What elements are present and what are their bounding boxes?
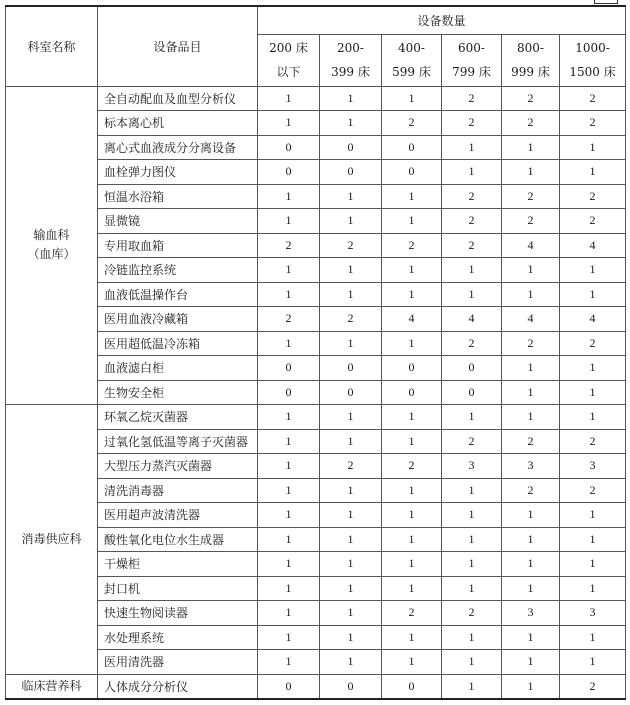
- quantity-cell: 3: [502, 454, 560, 479]
- table-row: [6, 209, 626, 234]
- quantity-cell: 1: [442, 674, 502, 699]
- quantity-cell: 1: [560, 625, 626, 650]
- quantity-cell: 1: [382, 282, 442, 307]
- quantity-cell: 3: [502, 601, 560, 626]
- quantity-cell: 4: [560, 233, 626, 258]
- quantity-cell: 2: [442, 429, 502, 454]
- quantity-cell: 1: [442, 527, 502, 552]
- quantity-cell: 1: [382, 503, 442, 528]
- quantity-cell: 1: [502, 282, 560, 307]
- quantity-cell: 2: [560, 184, 626, 209]
- quantity-cell: 1: [502, 258, 560, 283]
- table-row: [6, 527, 626, 552]
- equipment-item: 环氧乙烷灭菌器: [98, 405, 258, 430]
- quantity-cell: 2: [382, 601, 442, 626]
- quantity-cell: 1: [320, 625, 382, 650]
- quantity-cell: 1: [560, 282, 626, 307]
- quantity-cell: 1: [442, 503, 502, 528]
- table-row: [6, 576, 626, 601]
- bed-range-line2: 以下: [276, 65, 301, 79]
- equipment-item: 医用血液冷藏箱: [98, 307, 258, 332]
- quantity-cell: 1: [502, 674, 560, 699]
- table-row: [6, 454, 626, 479]
- quantity-cell: 1: [442, 282, 502, 307]
- quantity-cell: 2: [560, 209, 626, 234]
- table-header: [6, 6, 626, 86]
- quantity-cell: 1: [560, 503, 626, 528]
- table-row: [6, 184, 626, 209]
- quantity-cell: 0: [258, 135, 320, 160]
- quantity-cell: 1: [258, 576, 320, 601]
- quantity-cell: 1: [320, 184, 382, 209]
- department-name: [6, 86, 98, 405]
- quantity-cell: 2: [560, 478, 626, 503]
- bed-range-header: [382, 34, 442, 86]
- quantity-cell: 2: [560, 86, 626, 111]
- quantity-cell: 1: [258, 503, 320, 528]
- bed-range-line2: 999 床: [511, 65, 550, 79]
- quantity-cell: 0: [382, 380, 442, 405]
- bed-range-header: [442, 34, 502, 86]
- quantity-cell: 1: [320, 478, 382, 503]
- quantity-cell: 1: [320, 552, 382, 577]
- quantity-cell: 0: [320, 135, 382, 160]
- bed-range-line1: 200 床: [269, 41, 308, 55]
- quantity-cell: 0: [320, 356, 382, 381]
- quantity-cell: 1: [560, 552, 626, 577]
- quantity-cell: 2: [442, 86, 502, 111]
- quantity-cell: 2: [442, 184, 502, 209]
- quantity-cell: 1: [382, 478, 442, 503]
- table-row: [6, 160, 626, 185]
- quantity-cell: 1: [382, 209, 442, 234]
- quantity-cell: 1: [320, 405, 382, 430]
- quantity-cell: 1: [258, 282, 320, 307]
- equipment-item: 离心式血液成分分离设备: [98, 135, 258, 160]
- quantity-cell: 2: [382, 233, 442, 258]
- bed-range-header: [320, 34, 382, 86]
- quantity-cell: 1: [320, 503, 382, 528]
- equipment-item: 大型压力蒸汽灭菌器: [98, 454, 258, 479]
- quantity-cell: 1: [502, 160, 560, 185]
- quantity-cell: 2: [442, 233, 502, 258]
- quantity-cell: 0: [320, 380, 382, 405]
- quantity-cell: 1: [560, 258, 626, 283]
- table-row: [6, 233, 626, 258]
- quantity-cell: 1: [502, 380, 560, 405]
- quantity-cell: 0: [382, 356, 442, 381]
- quantity-cell: 1: [320, 429, 382, 454]
- quantity-cell: 2: [258, 307, 320, 332]
- table-row: [6, 86, 626, 111]
- table-row: [6, 331, 626, 356]
- equipment-item: 血液滤白柜: [98, 356, 258, 381]
- quantity-cell: 2: [382, 111, 442, 136]
- quantity-cell: 1: [560, 576, 626, 601]
- quantity-cell: 2: [320, 307, 382, 332]
- table-row: [6, 380, 626, 405]
- dept-column-header: 科室名称: [6, 6, 98, 86]
- quantity-cell: 1: [382, 650, 442, 675]
- quantity-cell: 1: [442, 650, 502, 675]
- department-name: [6, 405, 98, 675]
- quantity-cell: 1: [320, 258, 382, 283]
- department-name-line1: 输血科: [33, 228, 70, 243]
- bed-range-line1: 600-: [458, 41, 485, 55]
- quantity-cell: 1: [502, 405, 560, 430]
- bed-range-line2: 799 床: [452, 65, 491, 79]
- bed-range-line1: 200-: [337, 41, 364, 55]
- quantity-cell: 3: [442, 454, 502, 479]
- quantity-cell: 3: [560, 454, 626, 479]
- quantity-cell: 1: [442, 160, 502, 185]
- quantity-cell: 2: [502, 86, 560, 111]
- quantity-cell: 1: [382, 86, 442, 111]
- table-body: [6, 86, 626, 699]
- quantity-cell: 1: [502, 356, 560, 381]
- quantity-cell: 1: [560, 356, 626, 381]
- quantity-cell: 1: [560, 405, 626, 430]
- bed-range-line2: 399 床: [331, 65, 370, 79]
- quantity-cell: 0: [442, 380, 502, 405]
- quantity-cell: 1: [502, 552, 560, 577]
- equipment-item: 血栓弹力图仪: [98, 160, 258, 185]
- quantity-cell: 1: [320, 111, 382, 136]
- table-row: [6, 552, 626, 577]
- quantity-cell: 1: [258, 111, 320, 136]
- quantity-cell: 1: [258, 527, 320, 552]
- quantity-cell: 1: [258, 331, 320, 356]
- quantity-cell: 1: [382, 429, 442, 454]
- quantity-cell: 0: [258, 356, 320, 381]
- quantity-cell: 1: [442, 135, 502, 160]
- quantity-cell: 1: [320, 601, 382, 626]
- quantity-cell: 1: [320, 86, 382, 111]
- continued-mark: [594, 0, 618, 4]
- equipment-item: 标本离心机: [98, 111, 258, 136]
- quantity-cell: 1: [382, 405, 442, 430]
- table-row: [6, 601, 626, 626]
- quantity-cell: 1: [320, 527, 382, 552]
- quantity-cell: 2: [442, 331, 502, 356]
- quantity-cell: 1: [382, 576, 442, 601]
- quantity-cell: 1: [560, 160, 626, 185]
- quantity-cell: 0: [382, 160, 442, 185]
- equipment-item: 封口机: [98, 576, 258, 601]
- quantity-cell: 1: [258, 478, 320, 503]
- equipment-item: 生物安全柜: [98, 380, 258, 405]
- quantity-cell: 1: [502, 135, 560, 160]
- quantity-cell: 1: [320, 576, 382, 601]
- quantity-cell: 1: [442, 258, 502, 283]
- bed-range-line1: 400-: [398, 41, 425, 55]
- department-name-line1: 消毒供应科: [21, 531, 82, 546]
- bed-range-header: [502, 34, 560, 86]
- equipment-item: 血液低温操作台: [98, 282, 258, 307]
- bed-range-line2: 1500 床: [569, 65, 616, 79]
- quantity-cell: 2: [382, 454, 442, 479]
- quantity-cell: 1: [502, 650, 560, 675]
- quantity-cell: 1: [560, 135, 626, 160]
- quantity-cell: 1: [258, 258, 320, 283]
- quantity-cell: 4: [502, 307, 560, 332]
- equipment-item: 干燥柜: [98, 552, 258, 577]
- quantity-cell: 1: [502, 576, 560, 601]
- quantity-cell: 1: [502, 625, 560, 650]
- quantity-cell: 2: [560, 331, 626, 356]
- table-row: [6, 111, 626, 136]
- equipment-item: 专用取血箱: [98, 233, 258, 258]
- quantity-cell: 1: [258, 86, 320, 111]
- quantity-cell: 1: [258, 209, 320, 234]
- quantity-cell: 1: [382, 331, 442, 356]
- equipment-item: 清洗消毒器: [98, 478, 258, 503]
- table-row: [6, 429, 626, 454]
- quantity-cell: 1: [382, 527, 442, 552]
- equipment-table: [5, 5, 626, 700]
- bed-range-header: [258, 34, 320, 86]
- quantity-cell: 2: [320, 454, 382, 479]
- department-name-line2: （血库）: [27, 247, 76, 262]
- quantity-cell: 2: [502, 209, 560, 234]
- quantity-cell: 1: [258, 625, 320, 650]
- quantity-cell: 0: [258, 380, 320, 405]
- equipment-item: 水处理系统: [98, 625, 258, 650]
- quantity-cell: 1: [442, 552, 502, 577]
- table-row: [6, 307, 626, 332]
- department-name-line1: 临床营养科: [21, 678, 82, 693]
- equipment-item: 医用超声波清洗器: [98, 503, 258, 528]
- quantity-cell: 2: [502, 111, 560, 136]
- quantity-cell: 1: [258, 650, 320, 675]
- quantity-cell: 2: [442, 601, 502, 626]
- quantity-cell: 1: [560, 650, 626, 675]
- quantity-group-header: 设备数量: [258, 6, 626, 34]
- quantity-cell: 0: [258, 674, 320, 699]
- quantity-cell: 0: [382, 674, 442, 699]
- equipment-item: 医用清洗器: [98, 650, 258, 675]
- department-name: [6, 674, 98, 699]
- quantity-cell: 2: [560, 674, 626, 699]
- equipment-item: 显微镜: [98, 209, 258, 234]
- quantity-cell: 1: [320, 331, 382, 356]
- bed-range-line1: 800-: [517, 41, 544, 55]
- quantity-cell: 1: [320, 650, 382, 675]
- quantity-cell: 2: [560, 111, 626, 136]
- equipment-item: 酸性氧化电位水生成器: [98, 527, 258, 552]
- quantity-cell: 2: [320, 233, 382, 258]
- quantity-cell: 1: [502, 527, 560, 552]
- table-row: [6, 135, 626, 160]
- quantity-cell: 1: [382, 552, 442, 577]
- quantity-cell: 2: [502, 429, 560, 454]
- equipment-item: 冷链监控系统: [98, 258, 258, 283]
- quantity-cell: 2: [502, 478, 560, 503]
- table-row: [6, 356, 626, 381]
- quantity-cell: 2: [442, 209, 502, 234]
- quantity-cell: 1: [258, 429, 320, 454]
- quantity-cell: 2: [502, 331, 560, 356]
- quantity-cell: 1: [258, 184, 320, 209]
- bed-range-header: [560, 34, 626, 86]
- equipment-item: 快速生物阅读器: [98, 601, 258, 626]
- equipment-item: 过氧化氢低温等离子灭菌器: [98, 429, 258, 454]
- quantity-cell: 1: [258, 552, 320, 577]
- quantity-cell: 1: [258, 601, 320, 626]
- quantity-cell: 4: [560, 307, 626, 332]
- quantity-cell: 2: [560, 429, 626, 454]
- quantity-cell: 0: [320, 674, 382, 699]
- quantity-cell: 1: [560, 380, 626, 405]
- quantity-cell: 0: [320, 160, 382, 185]
- table-row: [6, 625, 626, 650]
- table-row: [6, 478, 626, 503]
- quantity-cell: 2: [442, 111, 502, 136]
- equipment-item: 医用超低温冷冻箱: [98, 331, 258, 356]
- quantity-cell: 1: [502, 503, 560, 528]
- bed-range-line1: 1000-: [575, 41, 610, 55]
- quantity-cell: 0: [258, 160, 320, 185]
- table-row: [6, 650, 626, 675]
- quantity-cell: 1: [442, 625, 502, 650]
- quantity-cell: 1: [442, 405, 502, 430]
- quantity-cell: 1: [442, 576, 502, 601]
- equipment-item: 恒温水浴箱: [98, 184, 258, 209]
- quantity-cell: 4: [502, 233, 560, 258]
- item-column-header: 设备品目: [98, 6, 258, 86]
- quantity-cell: 1: [382, 184, 442, 209]
- quantity-cell: 2: [502, 184, 560, 209]
- quantity-cell: 1: [258, 454, 320, 479]
- table-row: [6, 674, 626, 699]
- table-row: [6, 282, 626, 307]
- quantity-cell: 1: [382, 258, 442, 283]
- table-row: [6, 405, 626, 430]
- table-row: [6, 503, 626, 528]
- quantity-cell: 0: [442, 356, 502, 381]
- quantity-cell: 0: [382, 135, 442, 160]
- table-row: [6, 258, 626, 283]
- quantity-cell: 4: [442, 307, 502, 332]
- quantity-cell: 3: [560, 601, 626, 626]
- quantity-cell: 1: [382, 625, 442, 650]
- quantity-cell: 1: [320, 209, 382, 234]
- quantity-cell: 2: [258, 233, 320, 258]
- quantity-cell: 1: [320, 282, 382, 307]
- equipment-item: 全自动配血及血型分析仪: [98, 86, 258, 111]
- quantity-cell: 1: [560, 527, 626, 552]
- bed-range-line2: 599 床: [392, 65, 431, 79]
- quantity-cell: 1: [258, 405, 320, 430]
- quantity-cell: 4: [382, 307, 442, 332]
- quantity-cell: 1: [442, 478, 502, 503]
- equipment-item: 人体成分分析仪: [98, 674, 258, 699]
